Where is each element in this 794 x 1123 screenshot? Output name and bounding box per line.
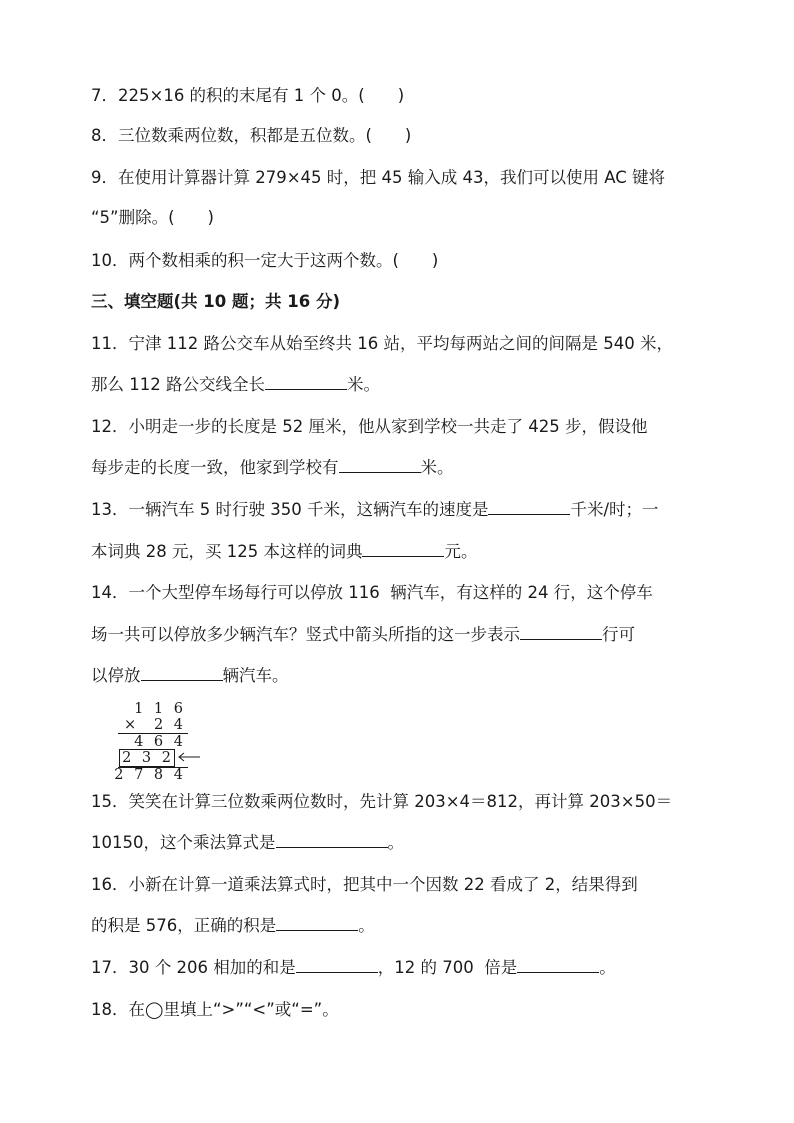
- q14-rows-blank[interactable]: [520, 623, 602, 640]
- q13-speed-blank[interactable]: [488, 498, 570, 515]
- q13-cost-blank[interactable]: [362, 540, 444, 557]
- question-17: [91, 956, 616, 980]
- q11-text-b: 米。: [346, 375, 380, 394]
- q16-answer-blank[interactable]: [276, 914, 358, 931]
- question-13-line-1: [91, 498, 659, 522]
- q13-text-a: 13．一辆汽车 5 时行驶 350 千米，这辆汽车的速度是: [91, 500, 489, 519]
- q17-text-c: 。: [599, 958, 616, 977]
- q15-text-a: 10150，这个乘法算式是: [91, 833, 276, 852]
- question-9-line-1: 9．在使用计算器计算 279×45 时，把 45 输入成 43，我们可以使用 AC 键将: [91, 168, 666, 187]
- q14-text-c: 以停放: [91, 666, 141, 685]
- question-14-line-2: [91, 623, 635, 647]
- question-10: 10．两个数相乘的积一定大于这两个数。( ): [91, 251, 439, 270]
- calc-multiplicand: 1 1 6: [134, 701, 186, 717]
- question-9-line-2: “5”删除。( ): [91, 208, 214, 227]
- q14-cars-blank[interactable]: [141, 664, 223, 681]
- q17-product-blank[interactable]: [517, 956, 599, 973]
- q16-text-a: 的积是 576，正确的积是: [91, 916, 277, 935]
- q11-answer-blank[interactable]: [265, 373, 347, 390]
- calc-product: 2 7 8 4: [114, 767, 186, 783]
- q13-text-c: 本词典 28 元，买 125 本这样的词典: [91, 542, 363, 561]
- calc-times-sign: ×: [124, 717, 137, 733]
- question-14-line-1: 14．一个大型停车场每行可以停放 116 辆汽车，有这样的 24 行，这个停车: [91, 583, 653, 602]
- calc-partial-2: 2 3 2: [122, 750, 174, 766]
- q13-text-d: 元。: [444, 542, 478, 561]
- q13-text-b: 千米/时；一: [570, 500, 659, 519]
- q11-text-a: 那么 112 路公交线全长: [91, 375, 265, 394]
- question-15-line-2: [91, 831, 404, 855]
- question-7: 7．225×16 的积的末尾有 1 个 0。( ): [91, 86, 405, 105]
- question-13-line-2: [91, 540, 477, 564]
- calc-multiplier: 2 4: [153, 717, 186, 733]
- q16-text-b: 。: [358, 916, 375, 935]
- q12-text-a: 每步走的长度一致，他家到学校有: [91, 458, 339, 477]
- calc-partial-1: 4 6 4: [134, 734, 186, 750]
- question-11-line-1: 11．宁津 112 路公交车从始至终共 16 站，平均每两站之间的间隔是 540 米，: [91, 334, 673, 353]
- q17-text-b: ，12 的 700 倍是: [377, 958, 518, 977]
- q15-answer-blank[interactable]: [276, 831, 388, 848]
- question-11-line-2: [91, 373, 380, 397]
- question-14-line-3: [91, 664, 289, 688]
- q17-sum-blank[interactable]: [296, 956, 378, 973]
- question-16-line-2: [91, 914, 375, 938]
- question-8: 8．三位数乘两位数，积都是五位数。( ): [91, 126, 412, 145]
- q14-text-d: 辆汽车。: [222, 666, 289, 685]
- left-arrow-icon: [176, 750, 202, 764]
- section-3-heading: 三、填空题(共 10 题；共 16 分): [91, 292, 340, 311]
- question-15-line-1: 15．笑笑在计算三位数乘两位数时，先计算 203×4＝812，再计算 203×50＝: [91, 792, 673, 811]
- question-18: 18．在◯里填上“>”“<”或“=”。: [91, 1000, 339, 1019]
- q12-answer-blank[interactable]: [339, 456, 421, 473]
- q12-text-b: 米。: [420, 458, 454, 477]
- q15-text-b: 。: [387, 833, 404, 852]
- q17-text-a: 17．30 个 206 相加的和是: [91, 958, 296, 977]
- question-12-line-2: [91, 456, 454, 480]
- vertical-multiplication: [114, 700, 204, 784]
- q14-text-a: 场一共可以停放多少辆汽车？竖式中箭头所指的这一步表示: [91, 625, 520, 644]
- q14-text-b: 行可: [602, 625, 635, 644]
- question-12-line-1: 12．小明走一步的长度是 52 厘米，他从家到学校一共走了 425 步，假设他: [91, 417, 648, 436]
- question-16-line-1: 16．小新在计算一道乘法算式时，把其中一个因数 22 看成了 2，结果得到: [91, 875, 638, 894]
